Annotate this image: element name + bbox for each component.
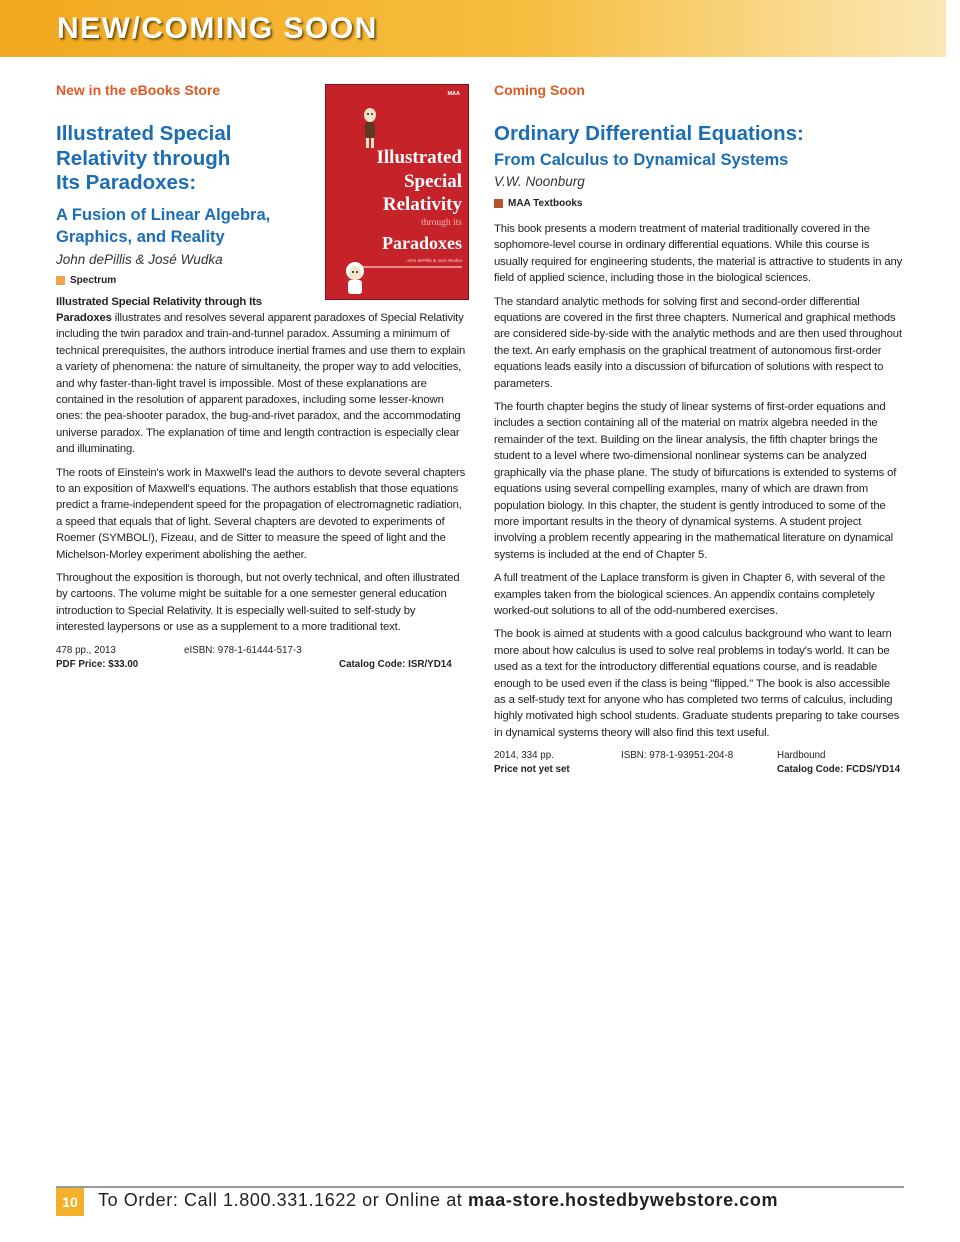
book-subtitle: From Calculus to Dynamical Systems: [494, 150, 789, 169]
description-paragraph: The book is aimed at students with a good calculus background who want to learn more about how calculus is used to solve real problems in today's world. It can be used as a text for the introductory differential equations course, and is readable enough to be used even if the class is being "flipped." The book is also accessible as a self-study text for anyone who has completed two terms of calculus, including highly motivated high school students. Graduate students preparing to take courses in dynamical systems theory will also find this text useful.: [494, 628, 900, 739]
book-meta: [494, 749, 904, 779]
cover-title-line: Paradoxes: [382, 233, 462, 253]
cover-title-line: Relativity: [382, 194, 462, 215]
book-meta: [56, 644, 466, 674]
order-text: To Order: Call 1.800.331.1622 or Online at: [98, 1190, 469, 1210]
cover-title-line: through its: [421, 218, 462, 228]
description-paragraph: [56, 294, 466, 458]
footer-divider: [56, 1186, 904, 1188]
header-title: NEW/COMING SOON: [57, 12, 378, 45]
book-subtitle-line: Graphics, and Reality: [56, 228, 225, 246]
cartoon-einstein-icon: [340, 261, 370, 297]
cover-divider: [362, 266, 462, 268]
series-tag: [494, 198, 904, 209]
description-paragraph: This book presents a modern treatment of material traditionally covered in the sophomore-level course in ordinary differential equations. While this course is usually required for engineering students, the material is attractive to students in any field of applied science, including those in the biological sciences.: [494, 223, 903, 285]
left-book-header: [56, 122, 314, 286]
description-paragraph: Throughout the exposition is thorough, but not overly technical, and often illustrated by cartoons. The volume might be suitable for a one semester general education introduction to Special Relativity. It is especially well-suited to self-study by interested laypersons or use as a supplement to a more traditional text.: [56, 572, 460, 634]
year-pages: 2014, 334 pp.: [494, 750, 554, 762]
cover-authors: John dePillis & José Wudka: [406, 258, 462, 263]
store-url: maa-store.hostedbywebstore.com: [468, 1190, 779, 1210]
catalog-code: Catalog Code: ISR/YD14: [339, 658, 452, 670]
cover-logo: MAA: [447, 91, 460, 97]
description-paragraph: The standard analytic methods for solving first and second-order differential equations are covered in the first three chapters. Numerical and graphical methods are considered side-by-side with the analytic methods and are then used throughout the text. An early emphasis on the graphical treatment of autonomous first-order equations leads easily into a discussion of bifurcation of solutions with respect to parameters.: [494, 295, 902, 390]
cover-title-line: Special: [403, 171, 462, 192]
cover-title-line: Illustrated: [376, 147, 462, 168]
catalog-code: Catalog Code: FCDS/YD14: [777, 764, 901, 776]
book-authors: V.W. Noonburg: [494, 174, 585, 189]
book-title: Ordinary Differential Equations:: [494, 122, 804, 145]
isbn: eISBN: 978-1-61444-517-3: [184, 644, 302, 656]
section-label-coming-soon: Coming Soon: [494, 82, 585, 98]
book-title-line: Illustrated Special: [56, 122, 232, 145]
section-label-new: New in the eBooks Store: [56, 82, 221, 98]
footer-order-info: [98, 1190, 778, 1211]
price: PDF Price: $33.00: [56, 658, 139, 670]
book-cover-image: [325, 84, 469, 300]
series-label: Spectrum: [70, 274, 117, 286]
price: Price not yet set: [494, 764, 570, 776]
header-banner: [0, 0, 946, 57]
series-tag: [56, 275, 314, 286]
book-title-line: Relativity through: [56, 146, 231, 170]
series-square-icon: [56, 276, 65, 285]
cartoon-figure-icon: [356, 107, 384, 149]
description-paragraph: The roots of Einstein's work in Maxwell's lead the authors to devote several chapters to an exposition of Maxwell's equations. The authors establish that those equations predict a frame-independent speed for the propagation of electromagnetic radiation, a speed that equals that of light. Several chapters are devoted to experiments of Roemer (SYMBOL!), Fizeau, and de Sitter to measure the speed of light and the Michelson-Morley experiment abolishing the aether.: [56, 466, 466, 561]
book-subtitle: [56, 204, 314, 249]
paragraph-text: illustrates and resolves several: [111, 311, 265, 324]
book-authors: John dePillis & José Wudka: [56, 251, 223, 267]
book-subtitle-line: A Fusion of Linear Algebra,: [56, 205, 271, 224]
series-square-icon: [494, 199, 503, 208]
lead-bold-text: Illustrated Special Relativity through Its: [56, 295, 262, 308]
binding: Hardbound: [777, 750, 826, 762]
right-column: [494, 82, 904, 779]
paragraph-text: apparent paradoxes of Special Relativity including the twin paradox and train-and-tunnel paradox. Assuming a minimum of technical prerequisites, the authors introduce inertial frames and use them to explain a variety of phenomena: the nature of simultaneity, the proper way to add velocities, and why faster-than-light travel is impossible. Most of these explanations are contained in the resolution of apparent paradoxes, including some lesser-known ones: the pea-shooter paradox, the bug-and-rivet paradox, and the accommodating universe paradox. The explanation of time and length contraction is especially clear and illuminating.: [56, 311, 466, 456]
description-paragraph: A full treatment of the Laplace transform is given in Chapter 6, with several of the examples taken from the biological sciences. An appendix contains completely worked-out solutions to all of the odd-numbered exercises.: [494, 572, 886, 617]
description-paragraph: The fourth chapter begins the study of linear systems of first-order equations and includes a section containing all of the material on matrix algebra needed in the remainder of the text. Building on the linear analysis, the fifth chapter brings the student to a level where two-dimensional nonlinear systems can be analyzed graphically via the phase plane. The study of bifurcations is extended to systems of equations using several compelling examples, many of which are drawn from population biology. In this chapter, the student is gently introduced to some of the more important results in the theory of dynamical systems. A student project involving a problem recently appearing in the mathematical literature on dynamical systems is included at the end of Chapter 5.: [494, 401, 897, 561]
book-title: [56, 122, 314, 196]
series-label: MAA Textbooks: [508, 198, 583, 209]
page-number-badge: 10: [56, 1188, 84, 1216]
book-title-line: Its Paradoxes:: [56, 171, 197, 194]
isbn: ISBN: 978-1-93951-204-8: [621, 750, 734, 762]
pages-year: 478 pp., 2013: [56, 644, 116, 656]
lead-bold-text: Paradoxes: [56, 311, 112, 324]
